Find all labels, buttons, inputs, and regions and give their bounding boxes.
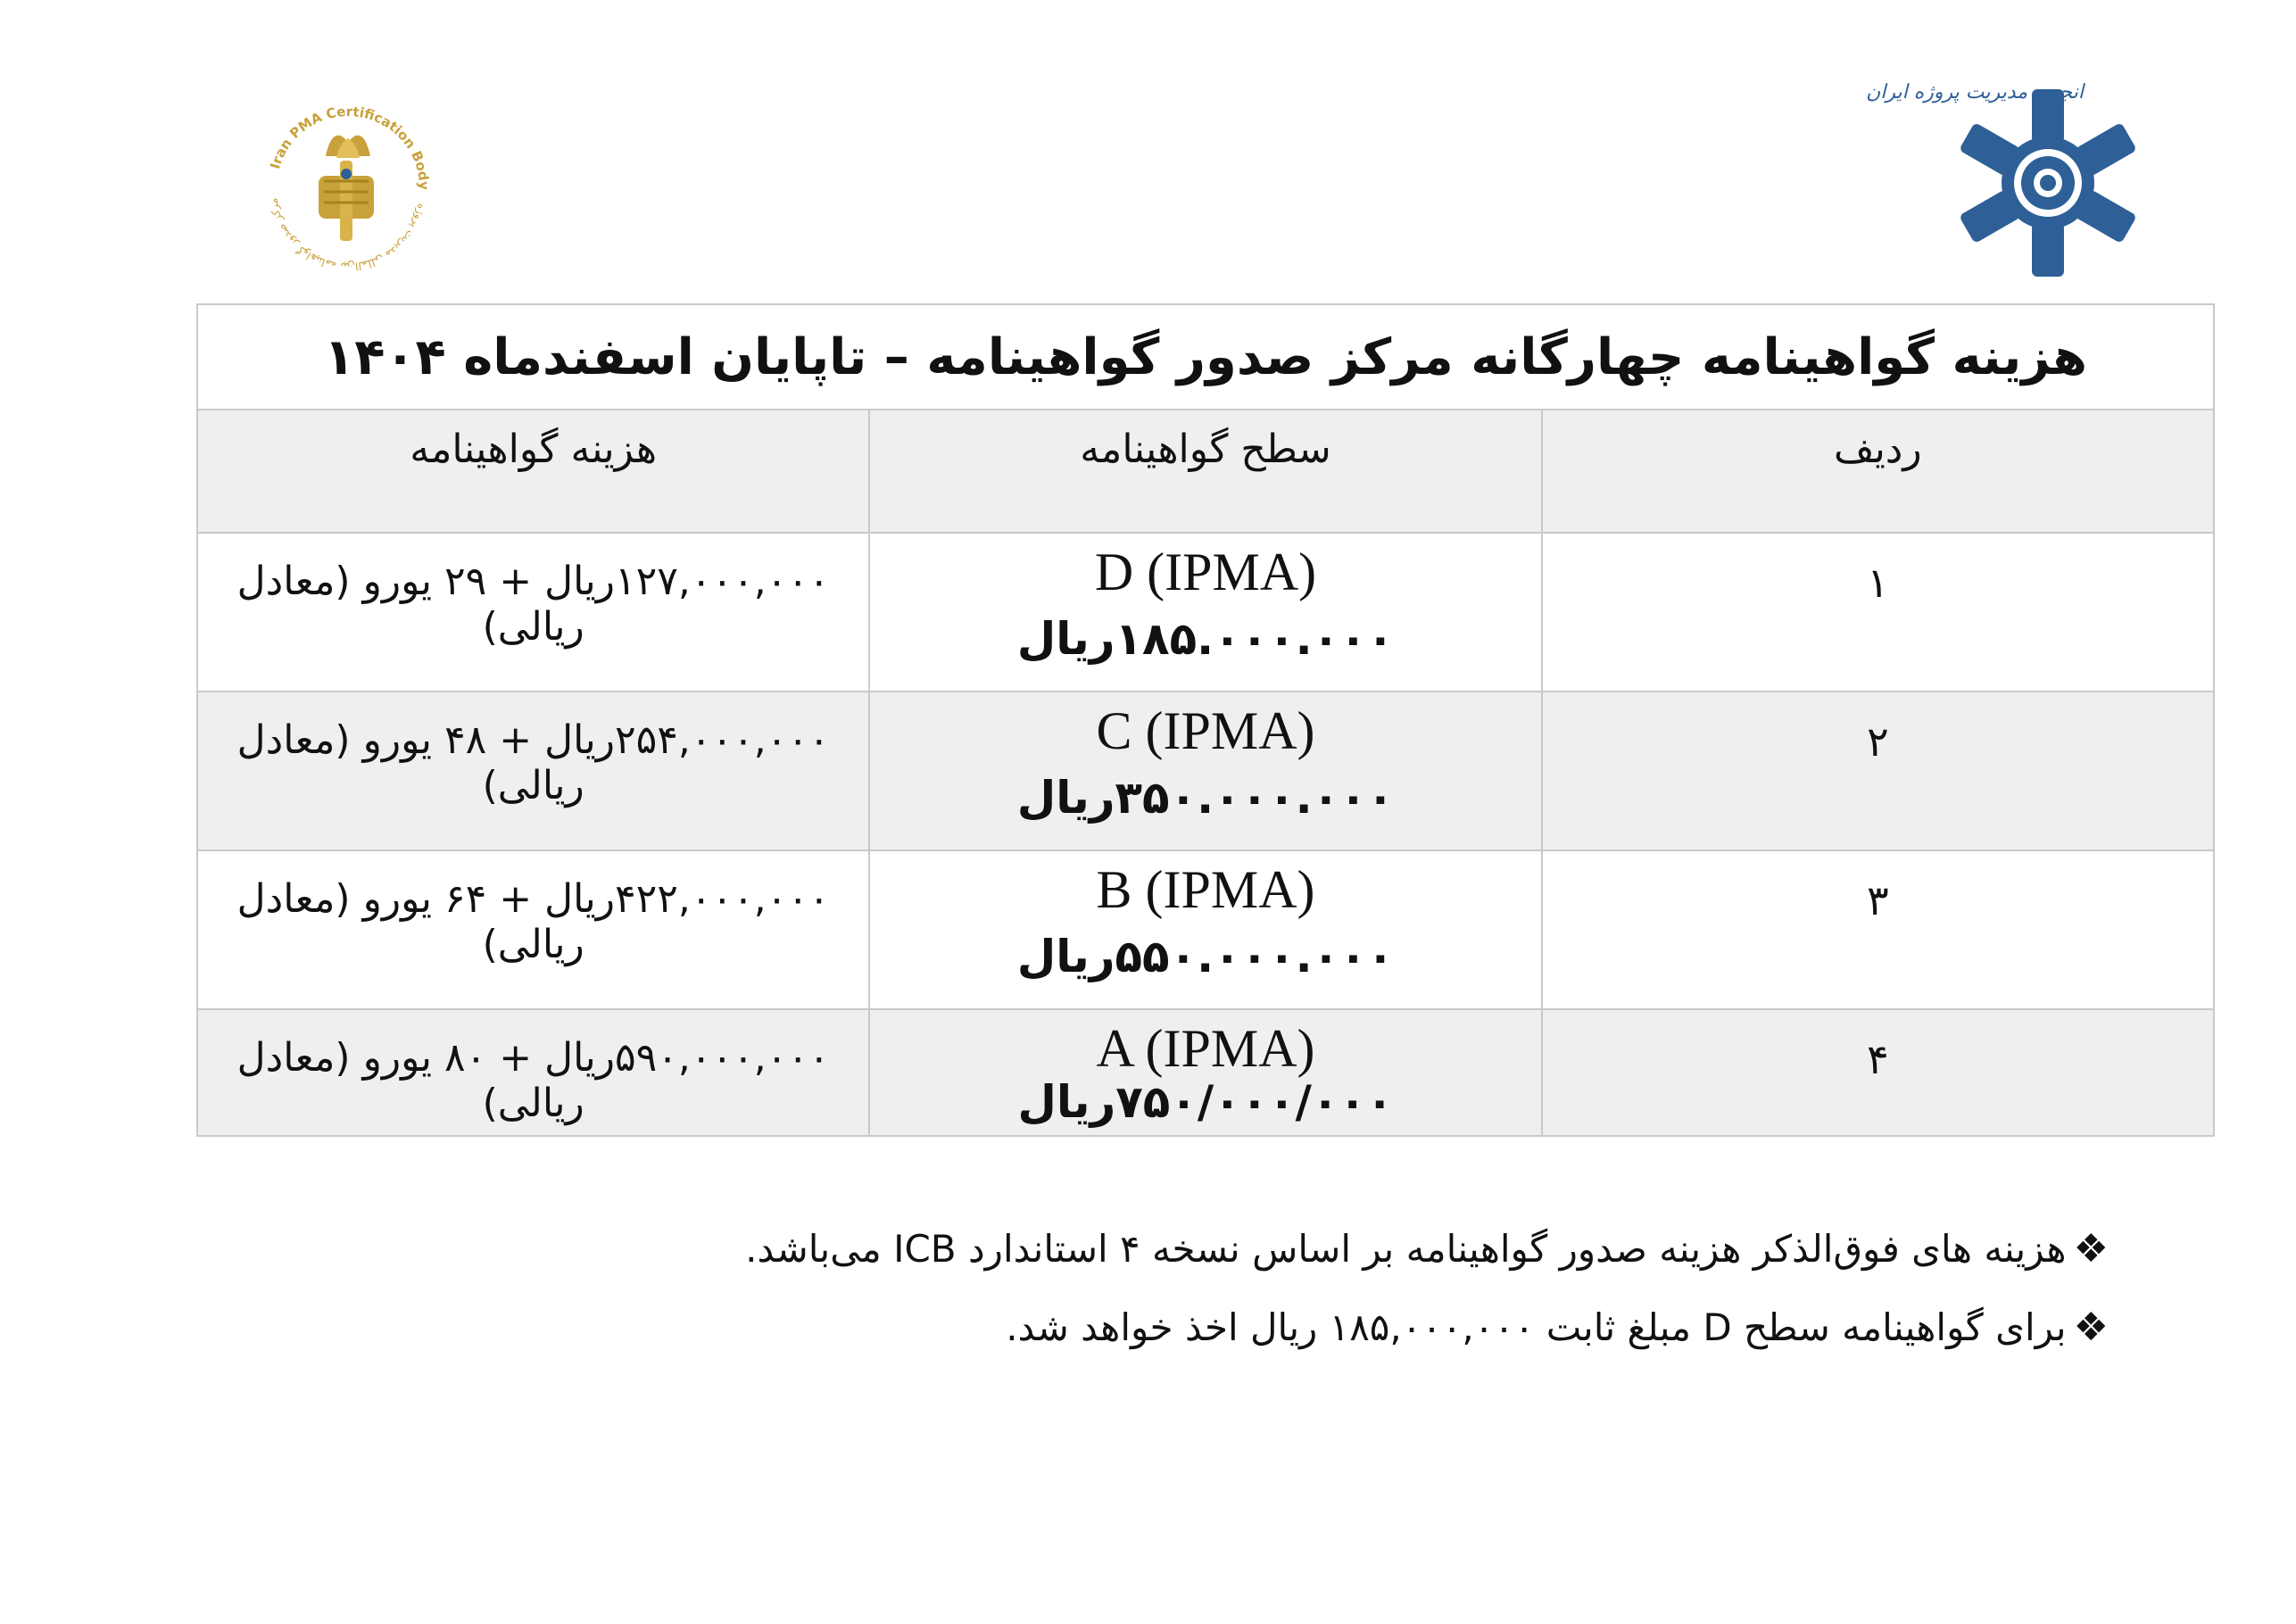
level-cell [869, 533, 1541, 692]
svg-text:Iran PMA Certification Body: Iran PMA Certification Body [267, 103, 433, 191]
level-price: ۷۵۰/۰۰۰/۰۰۰ریال [1017, 1076, 1394, 1128]
certification-fee-table [196, 303, 2215, 1137]
ipma-certification-seal-logo [254, 94, 442, 281]
svg-text:مرکز صدور گواهینامه بین‌المللی: مرکز صدور گواهینامه بین‌المللی مدیریت پروژه [267, 197, 428, 274]
row-index: ۲ [1542, 692, 2214, 850]
footnote-item [413, 1288, 2109, 1366]
footnote-item [413, 1209, 2109, 1288]
table-title: هزینه گواهینامه چهارگانه مرکز صدور گواهینامه – تاپایان اسفندماه ۱۴۰۴ [197, 304, 2214, 410]
diamond-bullet-icon: ❖ [2073, 1304, 2109, 1350]
header-level: سطح گواهینامه [869, 410, 1541, 533]
project-management-association-logo [1866, 62, 2164, 277]
table-row [197, 533, 2214, 692]
cost-cell: ۱۲۷,۰۰۰,۰۰۰ریال + ۲۹ یورو (معادل ریالی) [197, 533, 869, 692]
level-name: A (IPMA) [1096, 1019, 1315, 1078]
level-price: ۳۵۰.۰۰۰.۰۰۰ریال [1016, 772, 1395, 824]
row-index: ۱ [1542, 533, 2214, 692]
cost-cell: ۲۵۴,۰۰۰,۰۰۰ریال + ۴۸ یورو (معادل ریالی) [197, 692, 869, 850]
level-name: C (IPMA) [1096, 701, 1315, 760]
cost-cell: ۵۹۰,۰۰۰,۰۰۰ریال + ۸۰ یورو (معادل ریالی) [197, 1009, 869, 1136]
level-name: B (IPMA) [1096, 860, 1315, 919]
level-cell [869, 850, 1541, 1009]
header-index: ردیف [1542, 410, 2214, 533]
header-cost: هزینه گواهینامه [197, 410, 869, 533]
table-row [197, 850, 2214, 1009]
cost-cell: ۴۲۲,۰۰۰,۰۰۰ریال + ۶۴ یورو (معادل ریالی) [197, 850, 869, 1009]
footnotes [413, 1209, 2109, 1366]
level-cell [869, 1009, 1541, 1136]
footnote-text: برای گواهینامه سطح D مبلغ ثابت ۱۸۵,۰۰۰,۰۰۰ ریال اخذ خواهد شد. [1006, 1305, 2067, 1349]
table-row [197, 692, 2214, 850]
footnote-text: هزینه های فوق‌الذکر هزینه صدور گواهینامه بر اساس نسخه ۴ استاندارد ICB می‌باشد. [745, 1226, 2067, 1271]
row-index: ۴ [1542, 1009, 2214, 1136]
table-row [197, 1009, 2214, 1136]
row-index: ۳ [1542, 850, 2214, 1009]
level-price: ۱۸۵.۰۰۰.۰۰۰ریال [1016, 613, 1395, 665]
association-name-calligraphy: انجمن مدیریت پروژه ایران [1866, 81, 2084, 104]
diamond-bullet-icon: ❖ [2073, 1225, 2109, 1272]
level-name: D (IPMA) [1094, 543, 1317, 601]
level-price: ۵۵۰.۰۰۰.۰۰۰ریال [1016, 931, 1395, 982]
level-cell [869, 692, 1541, 850]
